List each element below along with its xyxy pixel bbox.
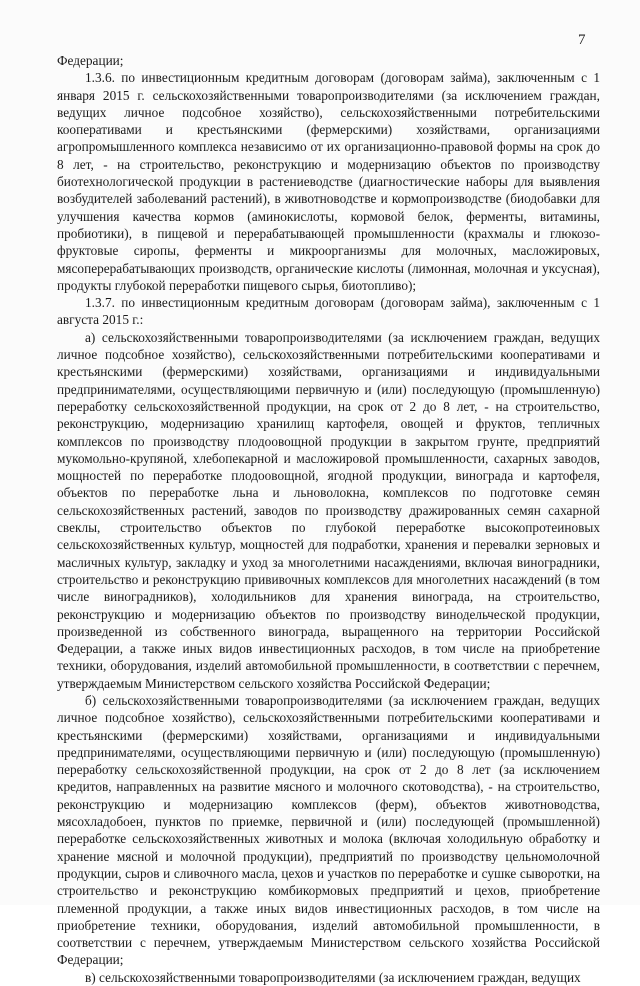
paragraph-item-b: б) сельскохозяйственными товаропроизводителями (за исключением граждан, ведущих личное подсобное хозяйство), сельскохозяйственными потребительскими кооперативами и крестьянскими (фермерскими) хозяйствами, организациями и индивидуальными предпринимателями, осуществляющими первичную и (или) последующую (промышленную) переработку сельскохозяйственной продукции, на срок от 2 до 8 лет (за исключением кредитов, направленных на развитие мясного и молочного скотоводства), - на строительство, реконструкцию и модернизацию комплексов (ферм), объектов животноводства, мясохладобоен, пунктов по приемке, первичной и (или) последующей (промышленной) переработке сельскохозяйственных животных и молока (включая холодильную обработку и хранение мясной и молочной продукции), предприятий по производству цельномолочной продукции, сыров и сливочного масла, цехов и участков по переработке и сушке сыворотки, на строительство и реконструкцию комбикормовых предприятий и цехов, приобретение племенной продукции, а также иных видов инвестиционных расходов, в том числе на приобретение техники, оборудования, изделий автомобильной промышленности, в соответствии с перечнем, утверждаемым Министерством сельского хозяйства Российской Федерации; [57,692,600,968]
paragraph-continuation: Федерации; [57,53,124,68]
paragraph-item-a: а) сельскохозяйственными товаропроизводителями (за исключением граждан, ведущих личное подсобное хозяйство), сельскохозяйственными потребительскими кооперативами и крестьянскими (фермерскими) хозяйствами, организациями и индивидуальными предпринимателями, осуществляющими первичную и (или) последующую (промышленную) переработку сельскохозяйственной продукции, на срок от 2 до 8 лет, - на строительство, реконструкцию, модернизацию хранилищ картофеля, овощей и фруктов, тепличных комплексов по производству плодоовощной продукции в закрытом грунте, предприятий мукомольно-крупяной, хлебопекарной и масложировой промышленности, сахарных заводов, мощностей по переработке плодоовощной, ягодной продукции, винограда и картофеля, объектов по переработке льна и льноволокна, комплексов по подготовке семян сельскохозяйственных растений, заводов по производству дражированных семян сахарной свеклы, строительство объектов по глубокой переработке высокопротеиновых сельскохозяйственных культур, мощностей для подработки, хранения и перевалки зерновых и масличных культур, закладку и уход за многолетними насаждениями, включая виноградники, строительство и реконструкцию прививочных комплексов для многолетних насаждений (в том числе виноградников), холодильников для хранения винограда, на строительство, реконструкцию и модернизацию объектов по производству винодельческой продукции, произведенной из собственного винограда, выращенного на территории Российской Федерации, а также иных видов инвестиционных расходов, в том числе на приобретение техники, оборудования, изделий автомобильной промышленности, в соответствии с перечнем, утверждаемым Министерством сельского хозяйства Российской Федерации; [57,329,600,691]
paragraph-item-v: в) сельскохозяйственными товаропроизводителями (за исключением граждан, ведущих [85,969,581,985]
paragraph-1-3-7: 1.3.7. по инвестиционным кредитным договорам (договорам займа), заключенным с 1 августа 2015 г.: [57,295,600,328]
document-body [57,52,600,986]
page-number: 7 [578,32,586,48]
paragraph-1-3-6: 1.3.6. по инвестиционным кредитным договорам (договорам займа), заключенным с 1 января 2015 г. сельскохозяйственными товаропроизводителями (за исключением граждан, ведущих личное подсобное хозяйство), сельскохозяйственными потребительскими кооперативами и крестьянскими (фермерскими) хозяйствами, организациями агропромышленного комплекса независимо от их организационно-правовой формы на срок до 8 лет, - на строительство, реконструкцию и модернизацию объектов по производству биотехнологической продукции в растениеводстве (диагностические наборы для выявления возбудителей заболеваний растений), в животноводстве и кормопроизводстве (биодобавки для улучшения качества кормов (аминокислоты, кормовой белок, ферменты, витамины, пробиотики), в пищевой и перерабатывающей промышленности (крахмалы и глюкозо-фруктовые сиропы, ферменты и микроорганизмы для молочных, масложировых, мясоперерабатывающих производств, органические кислоты (лимонная, молочная и уксусная), продукты глубокой переработки пищевого сырья, биотопливо); [57,70,600,293]
